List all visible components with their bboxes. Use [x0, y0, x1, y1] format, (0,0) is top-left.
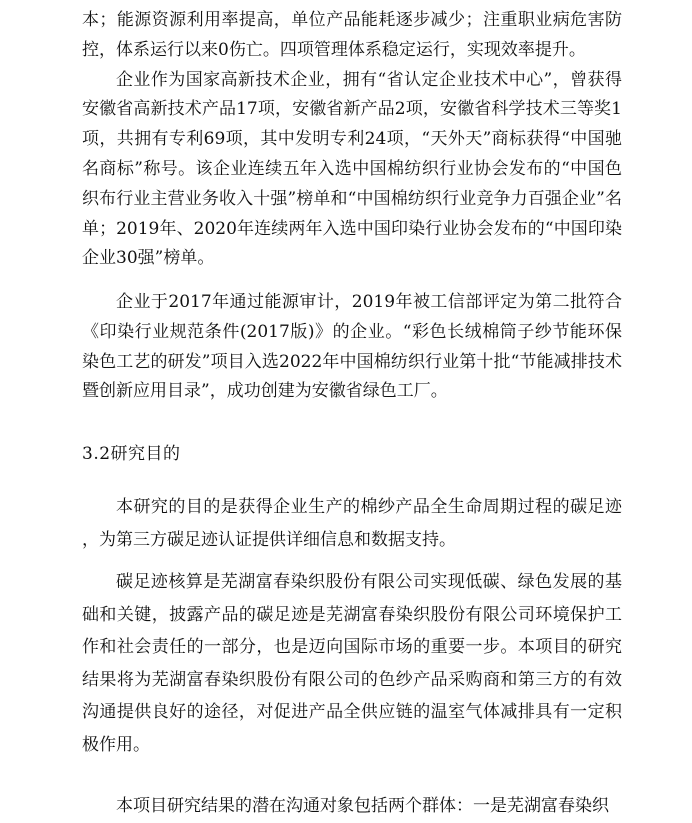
company-description — [82, 6, 622, 274]
research-purpose-significance — [82, 566, 622, 761]
section-heading-research-purpose: 3.2研究目的 — [82, 444, 181, 464]
company-energy-audit — [82, 288, 622, 407]
paragraph-communication-targets: 本项目研究结果的潜在沟通对象包括两个群体：一是芜湖富春染织 — [116, 796, 609, 816]
paragraph-management-systems: 本；能源资源利用率提高，单位产品能耗逐步减少；注重职业病危害防控，体系运行以来0伤亡。四项管理体系稳定运行，实现效率提升。 — [82, 10, 622, 60]
paragraph-energy-audit: 企业于2017年通过能源审计，2019年被工信部评定为第二批符合《印染行业规范条件(2017版)》的企业。“彩色长绒棉筒子纱节能环保染色工艺的研发”项目入选2022年中国棉纺织行业第十批“节能减排技术暨创新应用目录”，成功创建为安徽省绿色工厂。 — [82, 292, 622, 402]
paragraph-research-goal: 本研究的目的是获得企业生产的棉纱产品全生命周期过程的碳足迹，为第三方碳足迹认证提供详细信息和数据支持。 — [82, 497, 622, 550]
paragraph-high-tech-honors: 企业作为国家高新技术企业，拥有“省认定企业技术中心”，曾获得安徽省高新技术产品17项，安徽省新产品2项，安徽省科学技术三等奖1项，共拥有专利69项，其中发明专利24项，“天外天”商标获得“中国驰名商标”称号。该企业连续五年入选中国棉纺织行业协会发布的“中国色织布行业主营业务收入十强”榜单和“中国棉纺织行业竞争力百强企业”名单；2019年、2020年连续两年入选中国印染行业协会发布的“中国印染企业30强”榜单。 — [82, 69, 622, 269]
research-purpose-intro — [82, 491, 622, 556]
paragraph-carbon-footprint-significance: 碳足迹核算是芜湖富春染织股份有限公司实现低碳、绿色发展的基础和关键，披露产品的碳足迹是芜湖富春染织股份有限公司环境保护工作和社会责任的一部分，也是迈向国际市场的重要一步。本项目的研究结果将为芜湖富春染织股份有限公司的色纱产品采购商和第三方的有效沟通提供良好的途径，对促进产品全供应链的温室气体减排具有一定积极作用。 — [82, 572, 622, 755]
